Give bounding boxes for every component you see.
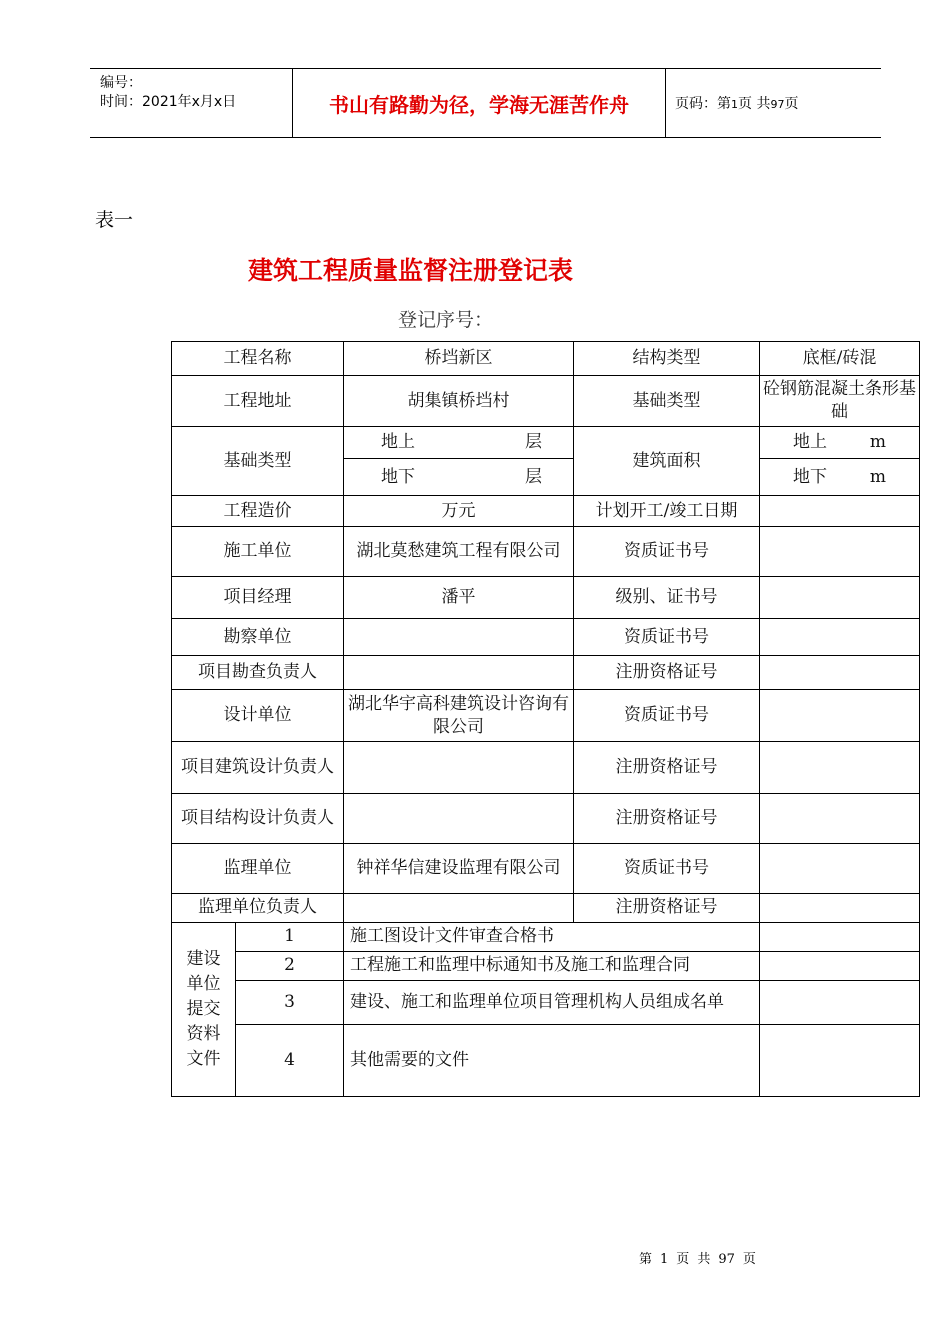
page-title: 建筑工程质量监督注册登记表: [248, 256, 574, 285]
doc-check-cell: [760, 951, 920, 980]
table-row: [172, 843, 920, 893]
value-cell: [760, 577, 920, 619]
doc-number: 3: [236, 980, 344, 1024]
value-cell: 桥垱新区: [344, 342, 574, 376]
footer-p1: 第: [639, 1252, 653, 1267]
doc-number: 4: [236, 1024, 344, 1096]
label-cell: 项目经理: [172, 577, 344, 619]
table-row: [172, 922, 920, 951]
footer-p3: 共: [697, 1252, 711, 1267]
table-row: [172, 376, 920, 427]
label-cell: 工程造价: [172, 496, 344, 527]
table-row: [172, 893, 920, 922]
label-cell: 工程地址: [172, 376, 344, 427]
table-label: 表一: [95, 209, 134, 231]
value-cell: 胡集镇桥垱村: [344, 376, 574, 427]
label-cell: 勘察单位: [172, 619, 344, 656]
label-cell: 基础类型: [574, 376, 760, 427]
footer-p2: 页: [676, 1252, 690, 1267]
header-page-counter: [675, 93, 798, 113]
page-prefix: 页码：第: [675, 96, 731, 112]
page-current: 1: [731, 98, 738, 111]
floors-unit: 层: [525, 466, 542, 487]
label-cell: 监理单位负责人: [172, 893, 344, 922]
above-ground-label: 地上: [381, 432, 415, 453]
footer-total: 97: [718, 1252, 735, 1267]
doc-check-cell: [760, 980, 920, 1024]
page-mid: 页 共: [738, 96, 771, 112]
value-cell: 钟祥华信建设监理有限公司: [344, 843, 574, 893]
value-cell: 湖北华宇高科建筑设计咨询有限公司: [344, 690, 574, 742]
value-cell: [760, 893, 920, 922]
label-cell: 项目建筑设计负责人: [172, 742, 344, 793]
label-cell: 注册资格证号: [574, 893, 760, 922]
page-footer: [639, 1248, 764, 1267]
value-cell: [760, 527, 920, 577]
value-cell: [760, 742, 920, 793]
page-total: 97: [770, 98, 785, 111]
value-cell: [760, 656, 920, 690]
submission-label: [172, 922, 236, 1096]
value-cell: 潘平: [344, 577, 574, 619]
value-cell: [344, 619, 574, 656]
doc-item: 施工图设计文件审查合格书: [344, 922, 760, 951]
submission-label-text: 建设单位提交资料文件: [186, 948, 221, 1069]
label-cell: 注册资格证号: [574, 656, 760, 690]
value-cell: [344, 459, 574, 496]
doc-check-cell: [760, 1024, 920, 1096]
label-cell: 注册资格证号: [574, 793, 760, 843]
doc-check-cell: [760, 922, 920, 951]
header-meta-cell: [90, 69, 293, 137]
table-row: [172, 527, 920, 577]
label-cell: 施工单位: [172, 527, 344, 577]
floors-unit: 层: [525, 432, 542, 453]
table-row: [172, 496, 920, 527]
label-cell: 资质证书号: [574, 843, 760, 893]
value-cell: [344, 427, 574, 459]
doc-item: 其他需要的文件: [344, 1024, 760, 1096]
label-cell: 基础类型: [172, 427, 344, 496]
registration-table: [171, 341, 920, 1097]
label-cell: 项目结构设计负责人: [172, 793, 344, 843]
table-row: [172, 690, 920, 742]
doc-number-label: 编号：: [100, 75, 142, 91]
value-cell: 湖北莫愁建筑工程有限公司: [344, 527, 574, 577]
label-cell: 工程名称: [172, 342, 344, 376]
area-unit: m: [869, 432, 886, 453]
table-row: [172, 1024, 920, 1096]
value-cell: [760, 843, 920, 893]
registration-number-label: 登记序号：: [398, 309, 494, 331]
doc-number: 2: [236, 951, 344, 980]
value-cell: [760, 459, 920, 496]
value-cell: [344, 793, 574, 843]
doc-item: 工程施工和监理中标通知书及施工和监理合同: [344, 951, 760, 980]
label-cell: 监理单位: [172, 843, 344, 893]
above-ground-area-label: 地上: [793, 432, 827, 453]
page-suffix: 页: [784, 96, 799, 112]
table-row: [172, 656, 920, 690]
label-cell: 级别、证书号: [574, 577, 760, 619]
label-cell: 项目勘查负责人: [172, 656, 344, 690]
label-cell: 注册资格证号: [574, 742, 760, 793]
area-unit: m: [869, 466, 886, 487]
value-cell: [344, 656, 574, 690]
table-row: [172, 742, 920, 793]
value-cell: 底框/砖混: [760, 342, 920, 376]
table-row: [172, 342, 920, 376]
table-row: [172, 951, 920, 980]
value-cell: [760, 793, 920, 843]
table-row: [172, 577, 920, 619]
value-cell: [760, 690, 920, 742]
footer-current: 1: [660, 1252, 669, 1267]
label-cell: 资质证书号: [574, 527, 760, 577]
page-header: [90, 68, 881, 138]
table-row: [172, 619, 920, 656]
label-cell: 资质证书号: [574, 619, 760, 656]
value-cell: [760, 427, 920, 459]
label-cell: 设计单位: [172, 690, 344, 742]
below-ground-area-label: 地下: [793, 466, 827, 487]
value-cell: [344, 742, 574, 793]
header-motto: 书山有路勤为径，学海无涯苦作舟: [293, 69, 666, 137]
table-row: [172, 793, 920, 843]
label-cell: 建筑面积: [574, 427, 760, 496]
value-cell: 砼钢筋混凝土条形基础: [760, 376, 920, 427]
label-cell: 资质证书号: [574, 690, 760, 742]
value-cell: 万元: [344, 496, 574, 527]
doc-item: 建设、施工和监理单位项目管理机构人员组成名单: [344, 980, 760, 1024]
table-row: [172, 427, 920, 459]
footer-p4: 页: [742, 1252, 756, 1267]
doc-number: 1: [236, 922, 344, 951]
doc-time-label: 时间：2021年x月x日: [100, 94, 237, 110]
below-ground-label: 地下: [381, 466, 415, 487]
value-cell: [344, 893, 574, 922]
value-cell: [760, 496, 920, 527]
table-row: [172, 980, 920, 1024]
value-cell: [760, 619, 920, 656]
label-cell: 计划开工/竣工日期: [574, 496, 760, 527]
label-cell: 结构类型: [574, 342, 760, 376]
